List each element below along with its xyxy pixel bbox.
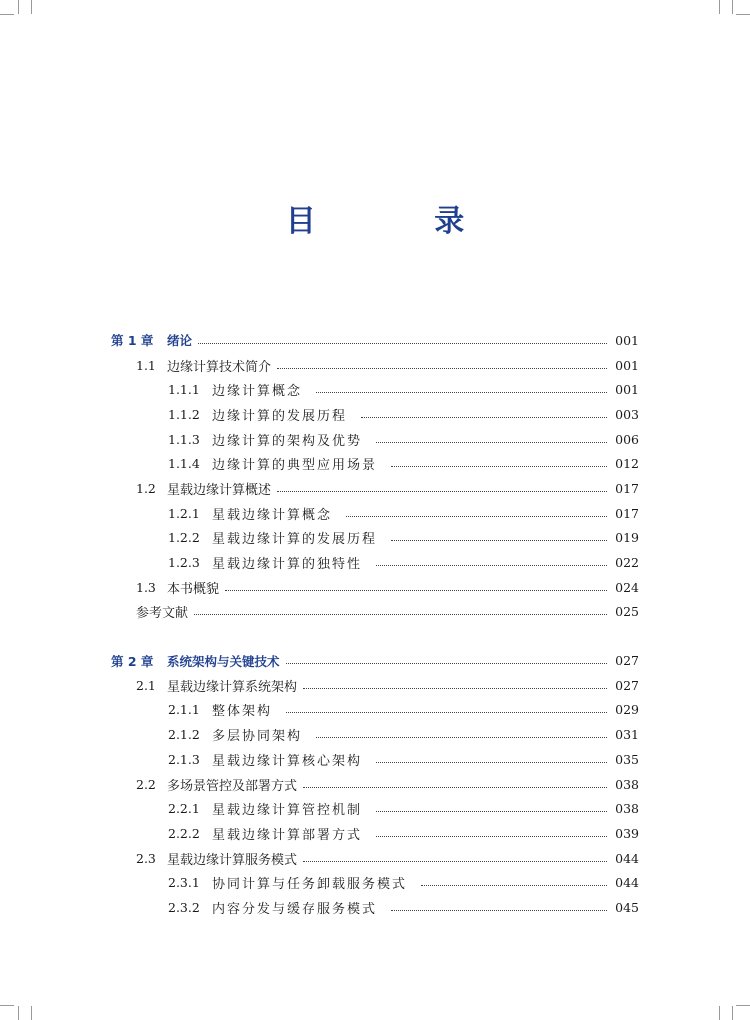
toc-subsection-row[interactable] [0, 870, 750, 895]
dot-leader [376, 811, 607, 812]
entry-title: 星载边缘计算的独特性 [212, 557, 363, 573]
page-title: 目 录 [285, 204, 519, 239]
entry-title: 内容分发与缓存服务模式 [212, 901, 378, 917]
entry-number: 2.3.1 [168, 875, 200, 891]
entry-number: 1.1.2 [168, 406, 200, 422]
crop-mark-top-right-h [736, 14, 750, 15]
crop-mark-top-right-v2 [732, 0, 733, 14]
toc-subsection-row[interactable] [0, 722, 750, 747]
page-number: 035 [615, 751, 639, 767]
toc-entry-lead [136, 849, 297, 868]
dot-leader [277, 368, 607, 369]
entry-number: 1.3 [136, 579, 156, 595]
dot-leader [376, 836, 607, 837]
entry-title: 边缘计算概念 [212, 384, 303, 400]
toc-section-row[interactable] [0, 575, 750, 600]
entry-number: 1.1.1 [168, 382, 200, 398]
entry-title: 星载边缘计算核心架构 [212, 753, 363, 769]
page-number: 012 [615, 456, 639, 472]
entry-title: 星载边缘计算概述 [167, 482, 272, 498]
crop-mark-bottom-left-v2 [31, 1006, 32, 1020]
entry-number: 1.1.4 [168, 456, 200, 472]
dot-leader [303, 861, 607, 862]
entry-title: 参考文献 [136, 606, 189, 622]
dot-leader [303, 787, 607, 788]
crop-mark-bottom-right-v2 [732, 1006, 733, 1020]
toc-section-row[interactable] [0, 476, 750, 501]
toc-section-row[interactable] [0, 772, 750, 797]
toc-subsection-row[interactable] [0, 550, 750, 575]
toc-section-row[interactable] [0, 673, 750, 698]
entry-number: 1.2.2 [168, 530, 200, 546]
dot-leader [316, 392, 607, 393]
toc-entry-lead [168, 405, 347, 424]
dot-leader [391, 910, 607, 911]
entry-number: 2.3.2 [168, 899, 200, 915]
toc-entry-lead [168, 380, 302, 399]
dot-leader [198, 343, 607, 344]
entry-number: 2.2.2 [168, 825, 200, 841]
entry-title: 本书概貌 [167, 581, 220, 597]
toc-subsection-row[interactable] [0, 526, 750, 551]
entry-number: 2.2.1 [168, 801, 200, 817]
toc-chapter-row[interactable] [0, 648, 750, 673]
chapter-number: 第 2 章 [111, 653, 154, 669]
toc-entry-lead [168, 454, 377, 473]
crop-mark-bottom-right-h [736, 1005, 750, 1006]
toc-chapter-row[interactable] [0, 328, 750, 353]
page-number: 003 [615, 406, 639, 422]
crop-mark-top-left-v [18, 0, 19, 14]
dot-leader [277, 491, 607, 492]
crop-mark-bottom-right-v [719, 1006, 720, 1020]
entry-title: 星载边缘计算部署方式 [212, 827, 363, 843]
entry-number: 1.2 [136, 480, 156, 496]
toc-subsection-row[interactable] [0, 377, 750, 402]
toc-entry-lead [168, 504, 332, 523]
page-number: 006 [615, 431, 639, 447]
page-number: 025 [615, 604, 639, 620]
entry-number: 2.1.3 [168, 751, 200, 767]
crop-mark-top-left-v2 [31, 0, 32, 14]
toc-entry-lead [136, 578, 219, 597]
entry-number: 1.1.3 [168, 431, 200, 447]
entry-title: 协同计算与任务卸载服务模式 [212, 877, 408, 893]
toc-entry-lead [111, 652, 280, 670]
dot-leader [376, 762, 607, 763]
entry-title: 多场景管控及部署方式 [167, 778, 298, 794]
toc-subsection-row[interactable] [0, 895, 750, 920]
chapter-title: 绪论 [167, 333, 193, 349]
dot-leader [225, 590, 607, 591]
toc-entry-lead [168, 750, 362, 769]
entry-number: 1.2.1 [168, 505, 200, 521]
dot-leader [361, 417, 607, 418]
entry-number: 2.1.2 [168, 727, 200, 743]
entry-number: 2.1.1 [168, 702, 200, 718]
entry-title: 边缘计算的典型应用场景 [212, 458, 378, 474]
page-number: 038 [615, 776, 639, 792]
toc-subsection-row[interactable] [0, 402, 750, 427]
page-number: 017 [615, 505, 639, 521]
toc-subsection-row[interactable] [0, 698, 750, 723]
toc-entry-lead [168, 873, 407, 892]
toc-subsection-row[interactable] [0, 821, 750, 846]
toc-subsection-row[interactable] [0, 501, 750, 526]
page-number: 045 [615, 899, 639, 915]
toc-subsection-row[interactable] [0, 796, 750, 821]
page-number: 031 [615, 727, 639, 743]
table-of-contents [0, 328, 750, 920]
chapter-title: 系统架构与关键技术 [167, 653, 280, 669]
page-number: 044 [615, 875, 639, 891]
entry-title: 星载边缘计算系统架构 [167, 679, 298, 695]
toc-subsection-row[interactable] [0, 427, 750, 452]
toc-entry-lead [168, 898, 377, 917]
entry-title: 星载边缘计算服务模式 [167, 852, 298, 868]
dot-leader [376, 442, 607, 443]
crop-mark-top-right-v [719, 0, 720, 14]
toc-entry-lead [168, 725, 302, 744]
toc-subsection-row[interactable] [0, 451, 750, 476]
page-number: 022 [615, 555, 639, 571]
crop-mark-top-left-h [0, 14, 14, 15]
toc-entry-lead [136, 356, 271, 375]
toc-section-row[interactable] [0, 600, 750, 625]
crop-mark-bottom-left-v [18, 1006, 19, 1020]
entry-title: 边缘计算的发展历程 [212, 408, 348, 424]
dot-leader [391, 540, 607, 541]
toc-entry-lead [168, 430, 362, 449]
chapter-number: 第 1 章 [111, 333, 154, 349]
entry-number: 2.2 [136, 776, 156, 792]
entry-number: 2.3 [136, 850, 156, 866]
entry-title: 边缘计算技术简介 [167, 359, 272, 375]
toc-section-row[interactable] [0, 846, 750, 871]
crop-mark-bottom-left-h [0, 1005, 14, 1006]
page-number: 038 [615, 801, 639, 817]
toc-entry-lead [111, 331, 192, 349]
entry-number: 1.2.3 [168, 555, 200, 571]
page-number: 001 [615, 332, 639, 348]
page-number: 019 [615, 530, 639, 546]
chapter-gap [0, 624, 750, 648]
dot-leader [194, 614, 607, 615]
toc-entry-lead [168, 553, 362, 572]
toc-section-row[interactable] [0, 353, 750, 378]
dot-leader [391, 466, 607, 467]
entry-title: 星载边缘计算的发展历程 [212, 532, 378, 548]
page-number: 017 [615, 480, 639, 496]
dot-leader [376, 565, 607, 566]
toc-entry-lead [168, 824, 362, 843]
toc-entry-lead [168, 700, 272, 719]
entry-number: 1.1 [136, 357, 156, 373]
page-number: 001 [615, 357, 639, 373]
dot-leader [286, 663, 607, 664]
entry-title: 星载边缘计算管控机制 [212, 803, 363, 819]
toc-entry-lead [168, 528, 377, 547]
page-number: 027 [615, 653, 639, 669]
page-number: 024 [615, 579, 639, 595]
dot-leader [286, 712, 607, 713]
dot-leader [303, 688, 607, 689]
dot-leader [316, 737, 607, 738]
toc-entry-lead [136, 479, 271, 498]
toc-subsection-row[interactable] [0, 747, 750, 772]
dot-leader [346, 516, 607, 517]
toc-entry-lead [168, 799, 362, 818]
page-number: 044 [615, 850, 639, 866]
page-number: 027 [615, 677, 639, 693]
entry-title: 边缘计算的架构及优势 [212, 433, 363, 449]
page-number: 039 [615, 825, 639, 841]
entry-title: 星载边缘计算概念 [212, 507, 333, 523]
entry-title: 整体架构 [212, 704, 273, 720]
toc-entry-lead [136, 775, 297, 794]
toc-entry-lead [136, 602, 188, 621]
entry-title: 多层协同架构 [212, 729, 303, 745]
toc-entry-lead [136, 676, 297, 695]
entry-number: 2.1 [136, 677, 156, 693]
dot-leader [421, 885, 607, 886]
page-number: 001 [615, 382, 639, 398]
page-number: 029 [615, 702, 639, 718]
